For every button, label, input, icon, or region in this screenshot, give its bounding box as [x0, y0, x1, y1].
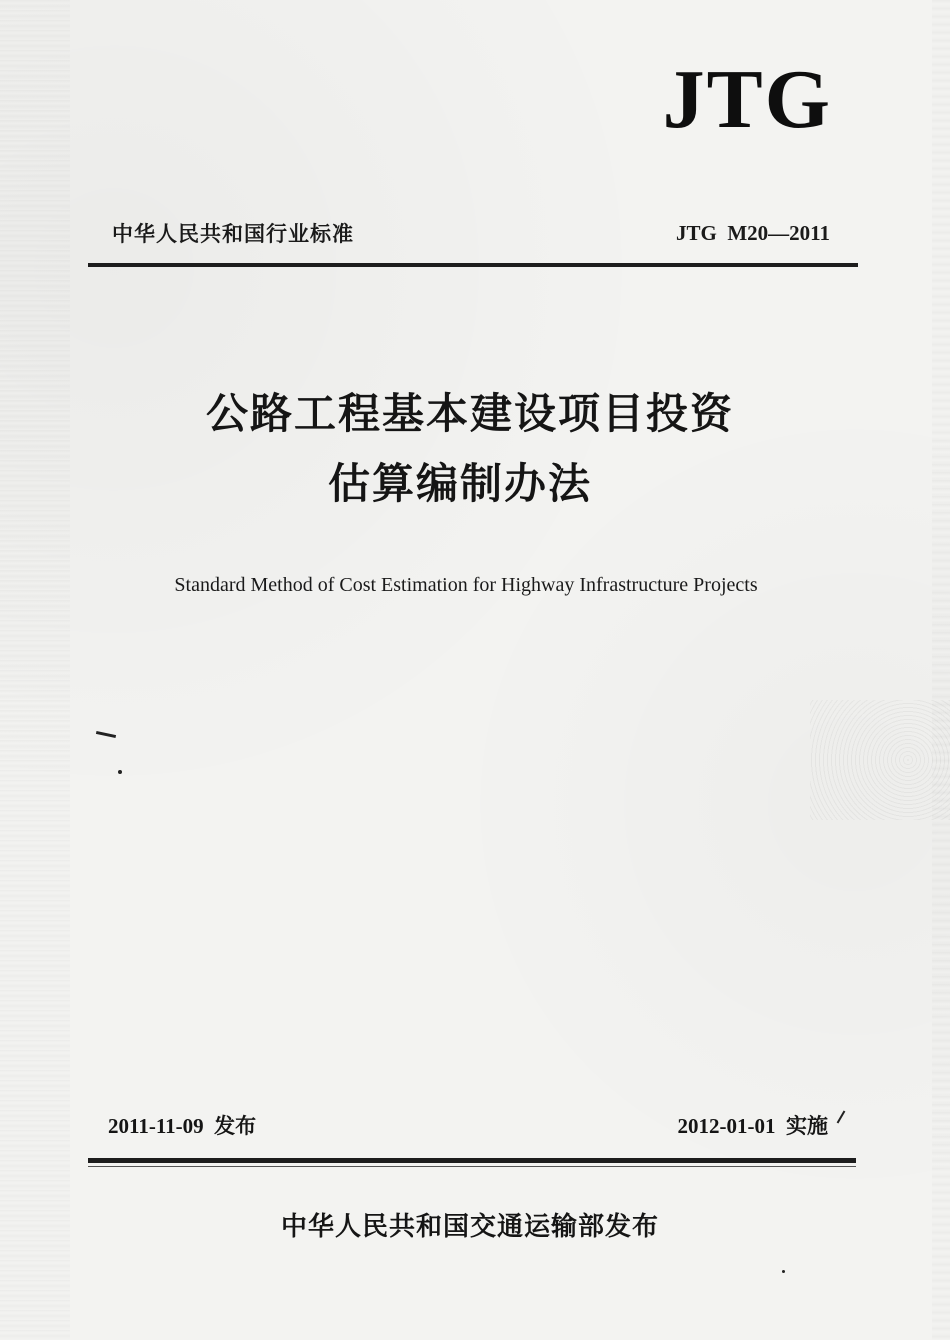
footer-divider: [88, 1158, 856, 1163]
publisher: 中华人民共和国交通运输部发布: [280, 1212, 659, 1242]
scan-edge-right: [932, 0, 950, 1340]
issue-date: 2011-11-09 发布: [108, 1114, 257, 1138]
document-title-line-1: 公路工程基本建设项目投资: [205, 389, 734, 438]
footer-divider-thin: [88, 1166, 856, 1167]
scan-artifact: [782, 1270, 785, 1273]
jtg-logo: JTG: [662, 53, 832, 146]
standard-category: 中华人民共和国行业标准: [112, 222, 354, 246]
header-divider: [88, 263, 858, 267]
scan-artifact: [837, 1110, 846, 1123]
effective-date: 2012-01-01 实施: [677, 1114, 828, 1138]
document-title-line-2: 估算编制办法: [327, 459, 592, 508]
scan-artifact: [118, 770, 122, 774]
scan-artifact: [96, 731, 116, 738]
scan-speckle: [810, 700, 950, 820]
standard-code: JTG M20—2011: [675, 221, 830, 245]
scan-edge-left: [0, 0, 70, 1340]
english-title: Standard Method of Cost Estimation for Highway Infrastructure Projects: [174, 574, 758, 596]
